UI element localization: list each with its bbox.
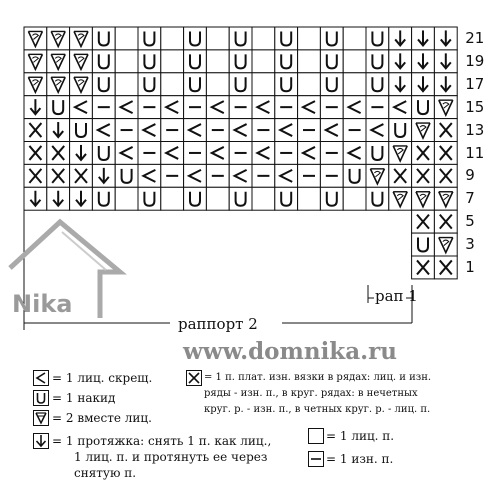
skp-cell	[229, 119, 252, 142]
yarn-over-symbol-icon	[33, 390, 49, 406]
purl-cell	[115, 119, 138, 142]
twisted-stitch-cell	[412, 256, 435, 279]
twisted-stitch-cell	[434, 256, 457, 279]
knit-cell	[115, 187, 138, 210]
yarn-over-cell	[366, 27, 389, 50]
knit-cell	[161, 50, 184, 73]
pull-over-symbol-icon	[33, 433, 49, 449]
skp-symbol-icon	[33, 370, 49, 386]
skp-cell	[161, 96, 184, 119]
skp-cell	[275, 164, 298, 187]
yarn-over-cell	[184, 27, 207, 50]
row-number: 5	[465, 212, 475, 231]
knit-cell	[115, 27, 138, 50]
k2tog-cell	[70, 73, 93, 96]
purl-cell	[184, 142, 207, 165]
legend-pull-text-1: = 1 протяжка: снять 1 п. как лиц.,	[52, 434, 272, 448]
skp-cell	[70, 96, 93, 119]
yarn-over-cell	[343, 164, 366, 187]
purl-cell	[229, 96, 252, 119]
knit-cell	[252, 50, 275, 73]
row-number: 13	[465, 120, 485, 139]
row-number: 11	[465, 143, 485, 162]
row-number: 7	[465, 189, 475, 208]
twisted-stitch-cell	[434, 119, 457, 142]
purl-cell	[298, 119, 321, 142]
pull-over-cell	[434, 27, 457, 50]
skp-cell	[92, 119, 115, 142]
purl-cell	[320, 142, 343, 165]
knit-cell	[206, 187, 229, 210]
k2tog-cell	[47, 27, 70, 50]
skp-cell	[115, 96, 138, 119]
yarn-over-cell	[320, 187, 343, 210]
skp-cell	[343, 96, 366, 119]
twisted-stitch-cell	[47, 164, 70, 187]
legend-yo-text: = 1 накид	[52, 391, 116, 405]
purl-cell	[184, 96, 207, 119]
yarn-over-cell	[229, 73, 252, 96]
yarn-over-cell	[70, 119, 93, 142]
knit-cell	[206, 50, 229, 73]
knit-cell	[206, 27, 229, 50]
pull-over-cell	[70, 142, 93, 165]
skp-cell	[252, 96, 275, 119]
legend-k2tog-text: = 2 вместе лиц.	[52, 411, 152, 425]
skp-cell	[229, 164, 252, 187]
knit-cell	[298, 27, 321, 50]
k2tog-cell	[24, 73, 47, 96]
row-number: 3	[465, 235, 475, 254]
pull-over-cell	[412, 27, 435, 50]
skp-cell	[184, 164, 207, 187]
skp-cell	[206, 96, 229, 119]
knit-cell	[298, 50, 321, 73]
purl-cell	[206, 164, 229, 187]
row-number: 17	[465, 74, 485, 93]
pull-over-cell	[47, 187, 70, 210]
purl-cell	[161, 164, 184, 187]
knit-cell	[252, 27, 275, 50]
purl-cell	[92, 96, 115, 119]
twisted-stitch-cell	[24, 164, 47, 187]
skp-cell	[366, 119, 389, 142]
yarn-over-cell	[138, 27, 161, 50]
twisted-stitch-symbol-icon	[186, 370, 202, 386]
knit-cell	[343, 27, 366, 50]
skp-cell	[138, 164, 161, 187]
pull-over-cell	[70, 187, 93, 210]
k2tog-cell	[389, 142, 412, 165]
k2tog-cell	[47, 73, 70, 96]
yarn-over-cell	[138, 50, 161, 73]
site-watermark: www.domnika.ru	[183, 338, 397, 365]
k2tog-cell	[24, 27, 47, 50]
skp-cell	[161, 142, 184, 165]
yarn-over-cell	[366, 50, 389, 73]
purl-cell	[206, 119, 229, 142]
knit-cell	[343, 50, 366, 73]
purl-cell	[298, 164, 321, 187]
k2tog-cell	[434, 187, 457, 210]
knit-cell	[206, 73, 229, 96]
twisted-stitch-cell	[24, 142, 47, 165]
skp-cell	[138, 119, 161, 142]
yarn-over-cell	[229, 50, 252, 73]
knit-cell	[298, 187, 321, 210]
legend-knit-text: = 1 лиц. п.	[326, 429, 395, 443]
legend-x-text-3: круг. р. - изн. п., в четных круг. р. - лиц. п.	[204, 404, 431, 415]
yarn-over-cell	[184, 50, 207, 73]
knit-cell	[115, 73, 138, 96]
row-number: 1	[465, 258, 475, 276]
yarn-over-cell	[320, 27, 343, 50]
skp-cell	[298, 96, 321, 119]
k2tog-cell	[434, 233, 457, 256]
yarn-over-cell	[92, 50, 115, 73]
skp-cell	[184, 119, 207, 142]
k2tog-cell	[434, 96, 457, 119]
purl-cell	[252, 164, 275, 187]
purl-cell	[138, 142, 161, 165]
twisted-stitch-cell	[412, 210, 435, 233]
yarn-over-cell	[366, 73, 389, 96]
purl-cell	[252, 119, 275, 142]
knit-cell	[161, 27, 184, 50]
pull-over-cell	[24, 96, 47, 119]
legend-purl-text: = 1 изн. п.	[326, 452, 394, 466]
skp-cell	[206, 142, 229, 165]
knit-cell	[252, 73, 275, 96]
rapport1-label: рап 1	[375, 287, 418, 305]
row-number: 9	[465, 166, 475, 185]
yarn-over-cell	[138, 73, 161, 96]
k2tog-cell	[389, 187, 412, 210]
yarn-over-cell	[184, 187, 207, 210]
knit-symbol-icon	[308, 428, 324, 444]
yarn-over-cell	[412, 96, 435, 119]
purl-cell	[138, 96, 161, 119]
k2tog-cell	[412, 119, 435, 142]
yarn-over-cell	[320, 50, 343, 73]
purl-cell	[320, 96, 343, 119]
pull-over-cell	[389, 73, 412, 96]
legend-pull-text-3: снятую п.	[74, 466, 137, 480]
yarn-over-cell	[92, 142, 115, 165]
skp-cell	[320, 119, 343, 142]
purl-cell	[275, 142, 298, 165]
knit-cell	[298, 73, 321, 96]
row-number: 15	[465, 97, 485, 116]
twisted-stitch-cell	[412, 164, 435, 187]
skp-cell	[115, 142, 138, 165]
k2tog-cell	[70, 50, 93, 73]
legend-skp-text: = 1 лиц. скрещ.	[52, 371, 153, 385]
knit-cell	[343, 187, 366, 210]
twisted-stitch-cell	[70, 164, 93, 187]
yarn-over-cell	[229, 187, 252, 210]
rapport-brackets	[24, 210, 412, 330]
yarn-over-cell	[366, 187, 389, 210]
pull-over-cell	[24, 187, 47, 210]
yarn-over-cell	[92, 187, 115, 210]
purl-cell	[275, 96, 298, 119]
yarn-over-cell	[92, 27, 115, 50]
purl-cell	[161, 119, 184, 142]
yarn-over-cell	[275, 27, 298, 50]
twisted-stitch-cell	[412, 142, 435, 165]
yarn-over-cell	[138, 187, 161, 210]
knit-cell	[161, 187, 184, 210]
pull-over-cell	[389, 50, 412, 73]
k2tog-symbol-icon	[33, 410, 49, 426]
skp-cell	[252, 142, 275, 165]
logo-text: Nika	[12, 290, 73, 318]
pull-over-cell	[47, 119, 70, 142]
purl-cell	[320, 164, 343, 187]
yarn-over-cell	[184, 73, 207, 96]
legend-x-text-1: = 1 п. плат. изн. вязки в рядах: лиц. и изн.	[204, 372, 432, 383]
pull-over-cell	[434, 50, 457, 73]
k2tog-cell	[366, 164, 389, 187]
yarn-over-cell	[275, 187, 298, 210]
row-number: 21	[465, 29, 485, 47]
legend-pull-text-2: 1 лиц. п. и протянуть ее через	[74, 450, 268, 464]
yarn-over-cell	[92, 73, 115, 96]
pull-over-cell	[412, 73, 435, 96]
yarn-over-cell	[320, 73, 343, 96]
twisted-stitch-cell	[434, 210, 457, 233]
purl-symbol-icon	[308, 451, 324, 467]
yarn-over-cell	[275, 73, 298, 96]
pull-over-cell	[389, 27, 412, 50]
twisted-stitch-cell	[24, 119, 47, 142]
twisted-stitch-cell	[389, 164, 412, 187]
yarn-over-cell	[389, 119, 412, 142]
purl-cell	[366, 96, 389, 119]
yarn-over-cell	[115, 164, 138, 187]
k2tog-cell	[47, 50, 70, 73]
knit-cell	[115, 50, 138, 73]
knit-cell	[161, 73, 184, 96]
chart-grid	[24, 27, 457, 279]
twisted-stitch-cell	[47, 142, 70, 165]
knit-cell	[252, 187, 275, 210]
yarn-over-cell	[229, 27, 252, 50]
skp-cell	[389, 96, 412, 119]
yarn-over-cell	[47, 96, 70, 119]
pull-over-cell	[412, 50, 435, 73]
k2tog-cell	[412, 187, 435, 210]
yarn-over-cell	[275, 50, 298, 73]
pull-over-cell	[92, 164, 115, 187]
yarn-over-cell	[366, 142, 389, 165]
purl-cell	[229, 142, 252, 165]
pull-over-cell	[434, 73, 457, 96]
twisted-stitch-cell	[434, 164, 457, 187]
rapport2-label: раппорт 2	[178, 315, 258, 333]
yarn-over-cell	[412, 233, 435, 256]
k2tog-cell	[24, 50, 47, 73]
knit-cell	[343, 73, 366, 96]
skp-cell	[343, 142, 366, 165]
skp-cell	[275, 119, 298, 142]
purl-cell	[343, 119, 366, 142]
row-number: 19	[465, 51, 485, 70]
k2tog-cell	[70, 27, 93, 50]
twisted-stitch-cell	[434, 142, 457, 165]
legend-x-text-2: ряды - изн. п., в круг. рядах: в нечетных	[204, 388, 418, 399]
skp-cell	[298, 142, 321, 165]
